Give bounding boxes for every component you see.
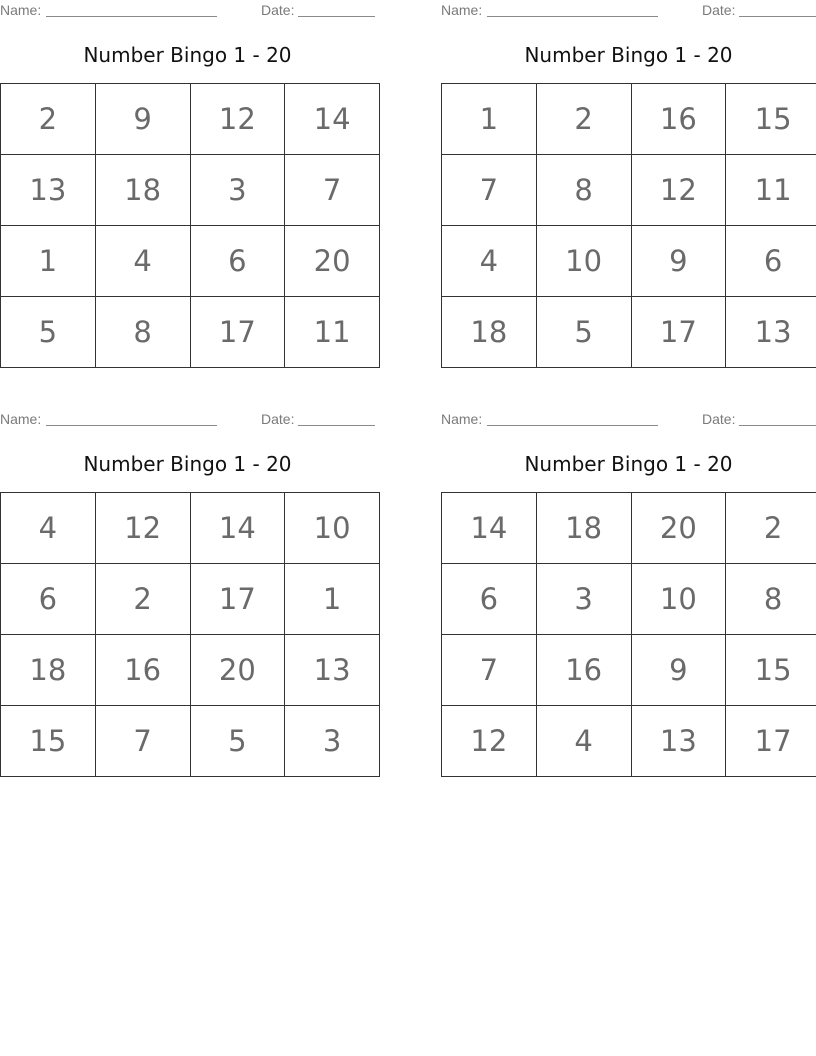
bingo-cell: 3 xyxy=(536,564,631,635)
bingo-row xyxy=(442,155,816,226)
bingo-cell: 17 xyxy=(726,706,816,777)
bingo-cell: 12 xyxy=(95,493,190,564)
bingo-cell: 3 xyxy=(190,155,285,226)
card-title: Number Bingo 1 - 20 xyxy=(524,452,733,476)
bingo-row xyxy=(1,493,380,564)
bingo-cell: 2 xyxy=(536,84,631,155)
bingo-cell: 4 xyxy=(95,226,190,297)
bingo-cell: 13 xyxy=(285,635,380,706)
name-label: Name: xyxy=(0,2,42,18)
bingo-cell: 14 xyxy=(190,493,285,564)
bingo-cell: 15 xyxy=(726,635,816,706)
name-label: Name: xyxy=(0,411,42,427)
bingo-cell: 10 xyxy=(631,564,726,635)
bingo-grid xyxy=(441,492,816,777)
bingo-cell: 14 xyxy=(442,493,537,564)
date-blank-line xyxy=(298,16,375,17)
bingo-cell: 2 xyxy=(95,564,190,635)
bingo-cell: 17 xyxy=(190,297,285,368)
name-blank-line xyxy=(487,425,658,426)
bingo-cell: 12 xyxy=(442,706,537,777)
bingo-cell: 15 xyxy=(726,84,816,155)
date-label: Date: xyxy=(702,411,736,427)
bingo-cell: 5 xyxy=(1,297,96,368)
card-title: Number Bingo 1 - 20 xyxy=(83,452,292,476)
bingo-cell: 12 xyxy=(631,155,726,226)
name-blank-line xyxy=(46,425,217,426)
bingo-cell: 18 xyxy=(536,493,631,564)
bingo-cell: 20 xyxy=(190,635,285,706)
bingo-cell: 6 xyxy=(442,564,537,635)
bingo-row xyxy=(442,564,816,635)
bingo-cell: 8 xyxy=(95,297,190,368)
bingo-grid xyxy=(441,83,816,368)
name-label: Name: xyxy=(441,2,483,18)
card-title: Number Bingo 1 - 20 xyxy=(524,43,733,67)
bingo-cell: 16 xyxy=(631,84,726,155)
bingo-grid xyxy=(0,83,380,368)
name-date-header xyxy=(441,0,816,20)
bingo-cell: 12 xyxy=(190,84,285,155)
bingo-cell: 10 xyxy=(285,493,380,564)
bingo-cell: 7 xyxy=(442,155,537,226)
bingo-cell: 20 xyxy=(631,493,726,564)
bingo-cell: 17 xyxy=(631,297,726,368)
bingo-cell: 6 xyxy=(1,564,96,635)
bingo-row xyxy=(1,155,380,226)
bingo-cell: 11 xyxy=(726,155,816,226)
bingo-cell: 9 xyxy=(631,635,726,706)
bingo-cell: 16 xyxy=(95,635,190,706)
name-date-header xyxy=(441,409,816,429)
bingo-cell: 1 xyxy=(442,84,537,155)
date-blank-line xyxy=(739,16,816,17)
bingo-grid xyxy=(0,492,380,777)
bingo-cell: 10 xyxy=(536,226,631,297)
bingo-cell: 1 xyxy=(285,564,380,635)
bingo-cell: 3 xyxy=(285,706,380,777)
name-date-header xyxy=(0,409,375,429)
bingo-cell: 11 xyxy=(285,297,380,368)
bingo-row xyxy=(442,226,816,297)
bingo-cell: 5 xyxy=(536,297,631,368)
bingo-row xyxy=(1,564,380,635)
bingo-cell: 9 xyxy=(95,84,190,155)
name-blank-line xyxy=(487,16,658,17)
bingo-cell: 6 xyxy=(190,226,285,297)
bingo-cell: 18 xyxy=(442,297,537,368)
bingo-row xyxy=(1,84,380,155)
bingo-cell: 2 xyxy=(1,84,96,155)
bingo-cell: 8 xyxy=(726,564,816,635)
bingo-cell: 7 xyxy=(95,706,190,777)
bingo-cell: 17 xyxy=(190,564,285,635)
bingo-cell: 9 xyxy=(631,226,726,297)
bingo-cell: 4 xyxy=(442,226,537,297)
bingo-cell: 18 xyxy=(95,155,190,226)
bingo-row xyxy=(442,635,816,706)
bingo-cell: 18 xyxy=(1,635,96,706)
date-blank-line xyxy=(739,425,816,426)
bingo-row xyxy=(442,493,816,564)
date-blank-line xyxy=(298,425,375,426)
bingo-cell: 1 xyxy=(1,226,96,297)
bingo-cell: 13 xyxy=(631,706,726,777)
name-blank-line xyxy=(46,16,217,17)
bingo-row xyxy=(1,706,380,777)
bingo-cell: 6 xyxy=(726,226,816,297)
bingo-row xyxy=(1,297,380,368)
bingo-cell: 2 xyxy=(726,493,816,564)
bingo-cell: 16 xyxy=(536,635,631,706)
bingo-cell: 7 xyxy=(285,155,380,226)
date-label: Date: xyxy=(261,2,295,18)
bingo-cell: 13 xyxy=(1,155,96,226)
bingo-cell: 15 xyxy=(1,706,96,777)
bingo-cell: 13 xyxy=(726,297,816,368)
bingo-cell: 4 xyxy=(536,706,631,777)
bingo-cell: 20 xyxy=(285,226,380,297)
card-title: Number Bingo 1 - 20 xyxy=(83,43,292,67)
bingo-cell: 7 xyxy=(442,635,537,706)
bingo-cell: 14 xyxy=(285,84,380,155)
bingo-cell: 4 xyxy=(1,493,96,564)
date-label: Date: xyxy=(261,411,295,427)
bingo-cell: 8 xyxy=(536,155,631,226)
bingo-cell: 5 xyxy=(190,706,285,777)
name-label: Name: xyxy=(441,411,483,427)
bingo-row xyxy=(442,706,816,777)
bingo-row xyxy=(1,226,380,297)
date-label: Date: xyxy=(702,2,736,18)
bingo-row xyxy=(442,297,816,368)
name-date-header xyxy=(0,0,375,20)
bingo-row xyxy=(1,635,380,706)
bingo-row xyxy=(442,84,816,155)
